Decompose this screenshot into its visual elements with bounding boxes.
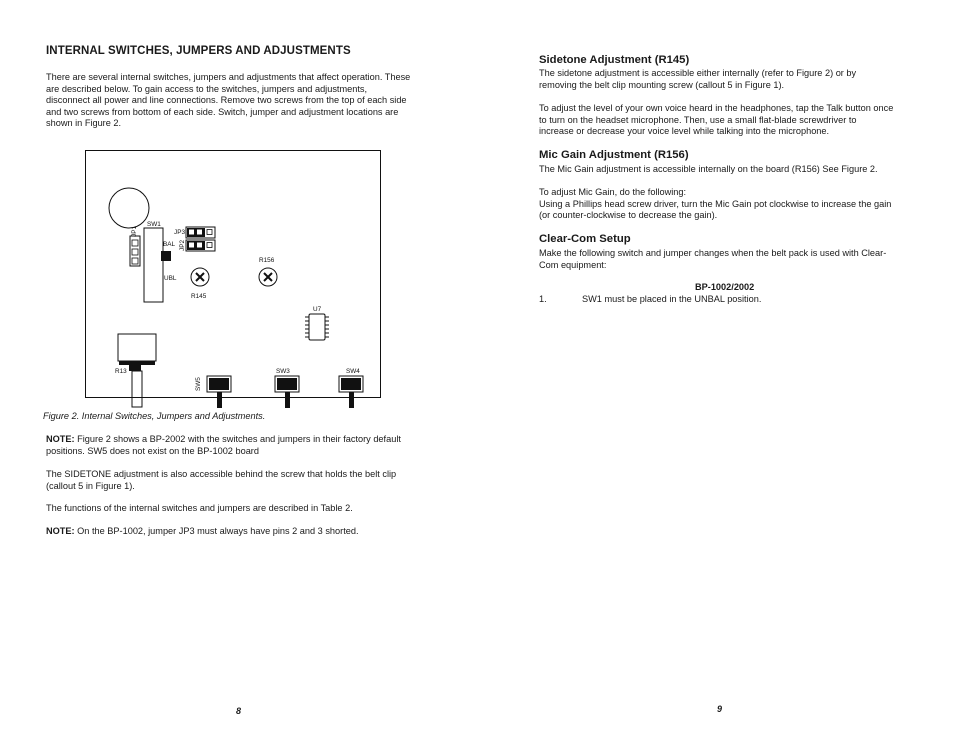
note-paragraph-1 xyxy=(46,434,401,457)
note-text: On the BP-1002, jumper JP3 must always have pins 2 and 3 shorted. xyxy=(74,526,359,536)
label-jp2: JP2 xyxy=(179,239,186,251)
board-diagram xyxy=(85,150,381,398)
label-jp1: JP1 xyxy=(131,225,138,237)
sw1-body xyxy=(144,228,163,302)
label-sw3: SW3 xyxy=(276,368,290,375)
u7-chip xyxy=(309,314,325,340)
paragraph-line: To adjust the level of your own voice heard in the headphones, tap the Talk button once xyxy=(539,103,894,113)
note-label: NOTE: xyxy=(46,526,75,536)
paragraph-line: (or counter-clockwise to decrease the gain). xyxy=(539,210,718,221)
label-u7: U7 xyxy=(313,306,322,313)
label-sw4: SW4 xyxy=(346,368,360,375)
mic-gain-heading: Mic Gain Adjustment (R156) xyxy=(539,149,689,161)
model-subheading: BP-1002/2002 xyxy=(695,282,755,292)
label-sw1: SW1 xyxy=(147,221,161,228)
paragraph-line: increase or decrease your voice level while talking into the microphone. xyxy=(539,126,830,137)
sidetone-heading: Sidetone Adjustment (R145) xyxy=(539,54,690,66)
page-number: 9 xyxy=(717,704,723,714)
paragraph-line: The SIDETONE adjustment is also accessible behind the screw that holds the belt clip xyxy=(46,469,397,479)
intro-line: disconnect all power and line connections. Remove two screws from the top of each side xyxy=(46,95,407,106)
sw1-slider xyxy=(161,251,171,261)
step-number: 1. xyxy=(539,294,547,304)
note-paragraph-2 xyxy=(46,526,359,538)
intro-paragraph xyxy=(46,72,410,130)
jp1-header xyxy=(130,236,140,266)
page-number: 8 xyxy=(236,706,242,716)
label-ubl: UBL xyxy=(164,275,177,282)
note-text: Figure 2 shows a BP-2002 with the switches and jumpers in their factory default xyxy=(74,434,401,444)
paragraph-line: To adjust Mic Gain, do the following: xyxy=(539,187,687,197)
r13-body xyxy=(118,334,156,361)
step-text: SW1 must be placed in the UNBAL position. xyxy=(582,294,762,304)
buzzer-circle xyxy=(109,188,149,228)
sidetone-paragraph-2 xyxy=(539,103,893,138)
intro-line: are described below. To gain access to the switches, jumpers and adjustments, xyxy=(46,83,368,94)
paragraph-line: Com equipment: xyxy=(539,259,607,270)
mic-gain-paragraph-1: The Mic Gain adjustment is accessible internally on the board (R156) See Figure 2. xyxy=(539,164,878,174)
paragraph-line: Using a Phillips head screw driver, turn the Mic Gain pot clockwise to increase the gain xyxy=(539,198,892,209)
label-r156: R156 xyxy=(259,257,275,264)
clear-com-paragraph xyxy=(539,248,886,271)
note-label: NOTE: xyxy=(46,434,75,444)
label-bal: BAL xyxy=(163,241,176,248)
intro-line: shown in Figure 2. xyxy=(46,118,122,129)
right-page xyxy=(477,0,954,738)
paragraph-line: The sidetone adjustment is accessible either internally (refer to Figure 2) or by xyxy=(539,68,857,78)
sidetone-paragraph-1 xyxy=(539,68,856,91)
functions-paragraph: The functions of the internal switches and jumpers are described in Table 2. xyxy=(46,503,353,513)
intro-line: and two screws from bottom of each side. Switch, jumper and adjustment locations are xyxy=(46,106,399,117)
label-jp3: JP3 xyxy=(174,229,186,236)
mic-gain-paragraph-2 xyxy=(539,187,891,222)
r13-shaft xyxy=(132,371,142,407)
paragraph-line: Make the following switch and jumper changes when the belt pack is used with Clear- xyxy=(539,248,887,258)
board-drawing xyxy=(85,150,381,420)
label-sw5: SW5 xyxy=(195,377,202,391)
sidetone-access-paragraph xyxy=(46,469,396,492)
label-r13: R13 xyxy=(115,368,127,375)
paragraph-line: removing the belt clip mounting screw (callout 5 in Figure 1). xyxy=(539,79,785,90)
paragraph-line: (callout 5 in Figure 1). xyxy=(46,480,135,491)
section-heading: INTERNAL SWITCHES, JUMPERS AND ADJUSTMENTS xyxy=(46,45,351,57)
figure-caption: Figure 2. Internal Switches, Jumpers and Adjustments. xyxy=(43,411,266,421)
note-text: positions. SW5 does not exist on the BP-1002 board xyxy=(46,445,259,456)
label-r145: R145 xyxy=(191,293,207,300)
paragraph-line: to turn on the headset microphone. Then, use a small flat-blade screwdriver to xyxy=(539,114,857,125)
clear-com-heading: Clear-Com Setup xyxy=(539,233,631,245)
intro-line: There are several internal switches, jumpers and adjustments that affect operation. These xyxy=(46,72,411,82)
